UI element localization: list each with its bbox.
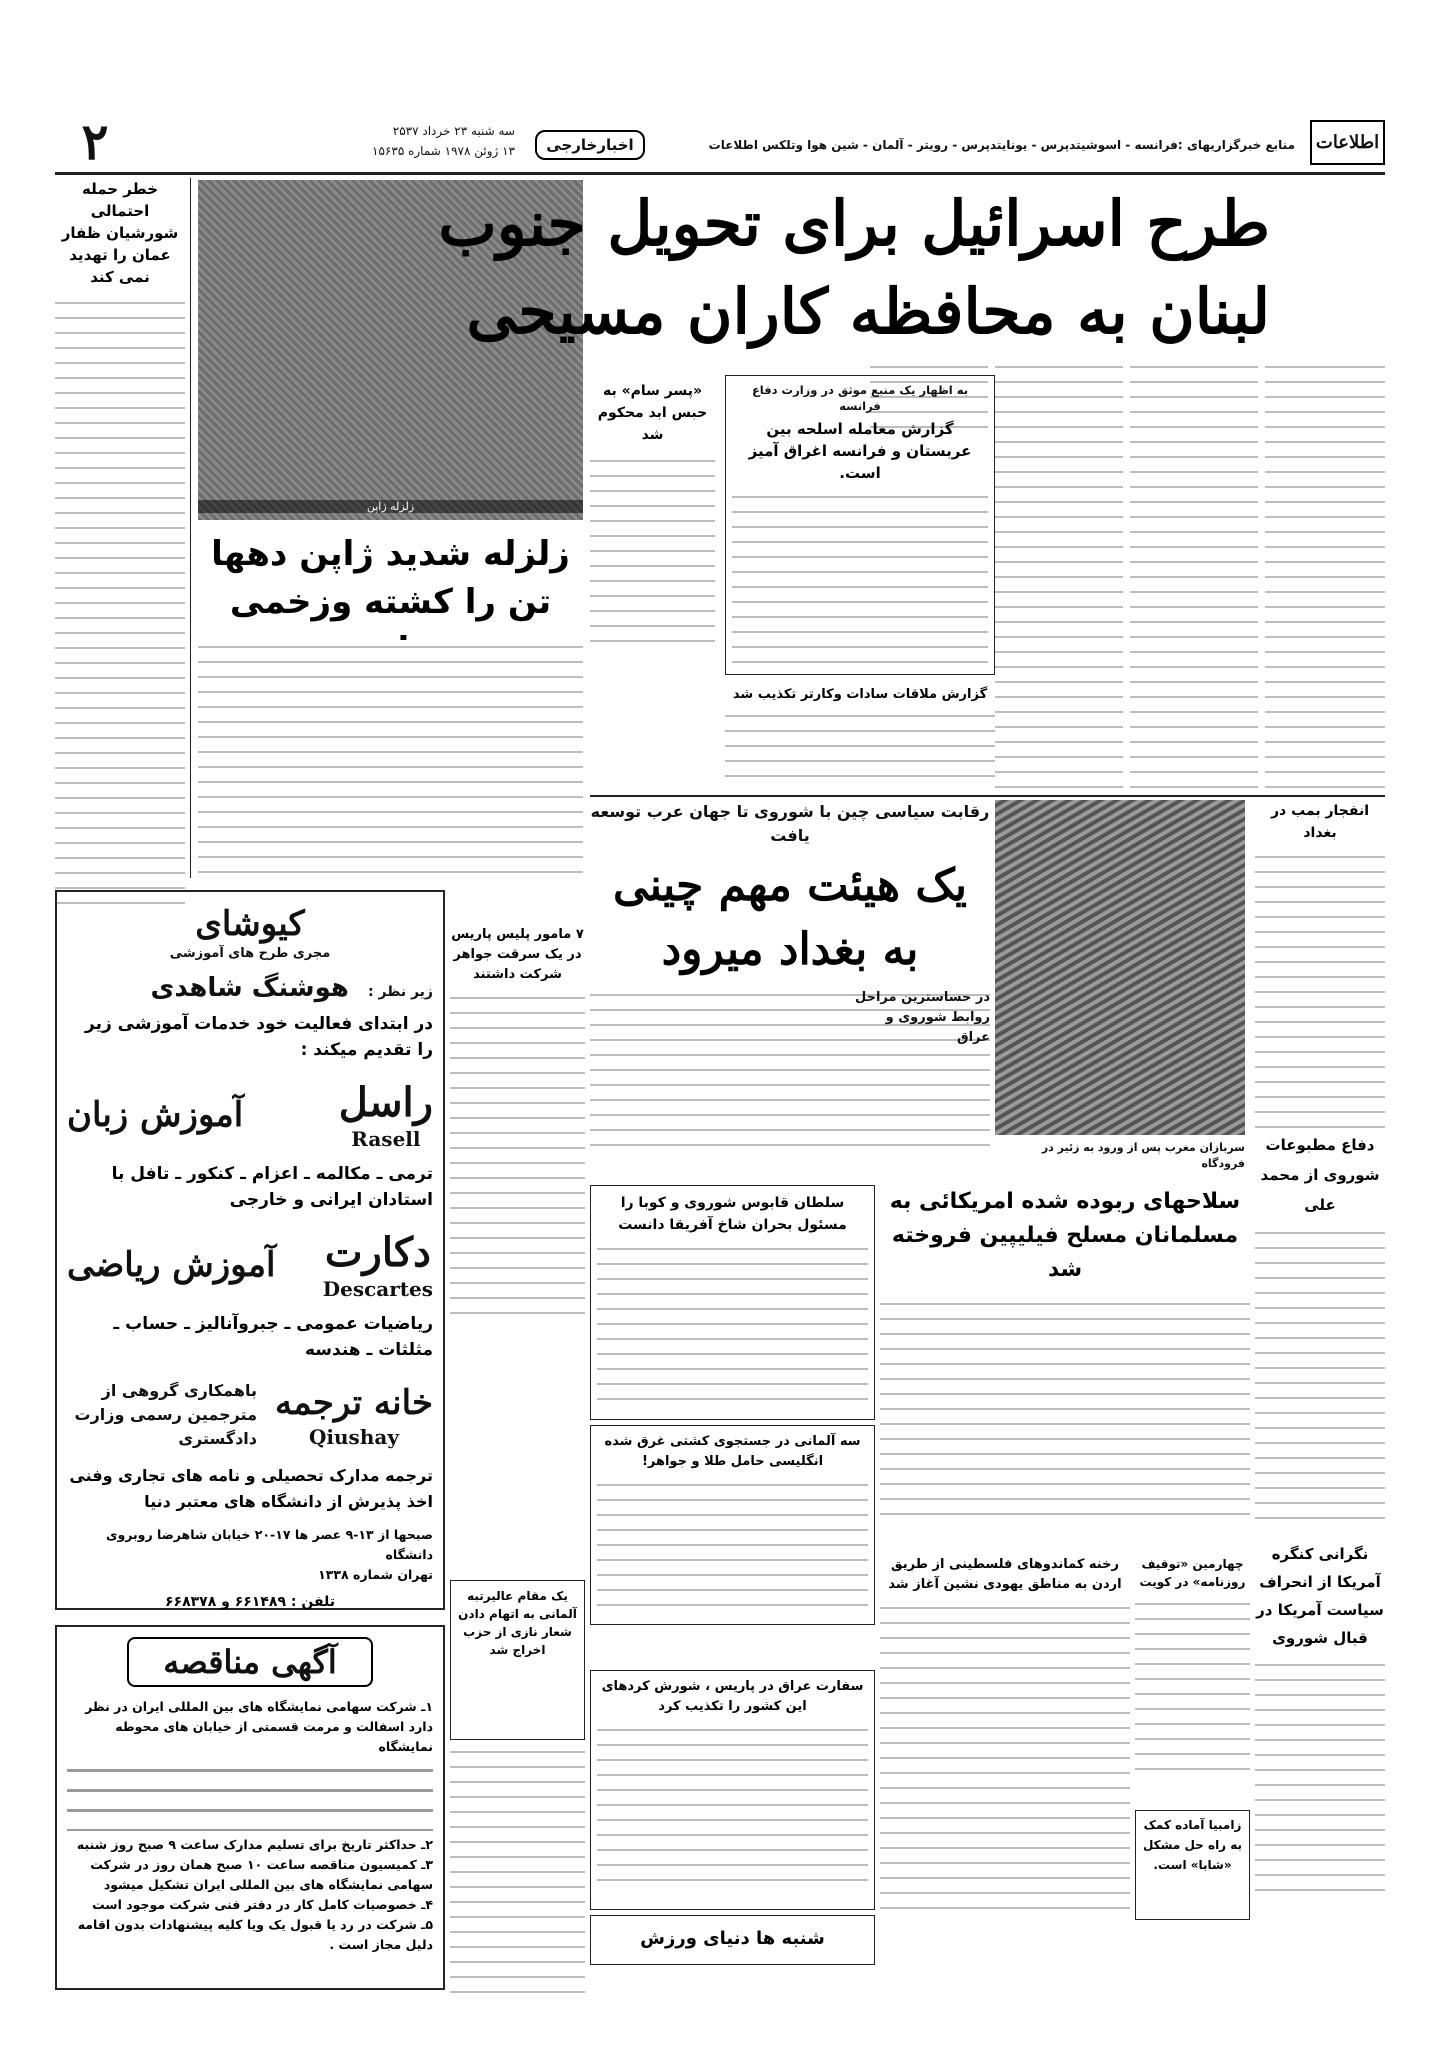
ad-tender-item3: ۳ـ کمیسیون مناقصه ساعت ۱۰ صبح همان روز در شرکت سهامی نمایشگاه های بین المللی ایران تشکیل میشود <box>90 1857 433 1892</box>
son-of-sam-title: «پسر سام» به حبس ابد محکوم شد <box>597 383 708 443</box>
section-divider <box>590 795 1385 797</box>
article-soviet-defense <box>1255 1130 1385 1530</box>
ad-kiusha-name: کیوشای <box>195 904 305 944</box>
sadat-carter-body <box>725 709 995 779</box>
sports-title: شنبه ها دنیای ورزش <box>640 1928 825 1949</box>
baghdad-bomb-body <box>1255 850 1385 1130</box>
ad-kiusha-phone: تلفن : ۶۶۱۴۸۹ و ۶۶۸۳۷۸ <box>164 1594 335 1610</box>
ad-descartes-fa: دکارت <box>324 1229 431 1276</box>
soviet-defense-body <box>1255 1226 1385 1526</box>
qaboos-title: سلطان قابوس شوروی و کوبا را مسئول بحران شاخ آفریقا دانست <box>618 1195 847 1233</box>
ad-tender-body <box>67 1761 433 1831</box>
troops-photo-caption: سربازان مغرب پس از ورود به زئیر در فرودگاه <box>1041 1141 1245 1170</box>
article-kuwait-paper <box>1135 1555 1250 1805</box>
police-theft-title: ۷ مامور پلیس پاریس در یک سرقت جواهر شرکت داشتند <box>451 927 584 982</box>
ad-kiusha-supervisor-label: زیر نظر : <box>368 984 433 1000</box>
kuwait-paper-body <box>1135 1597 1250 1777</box>
ad-tender-item4: ۴ـ خصوصیات کامل کار در دفتر فنی شرکت موجود است <box>92 1897 433 1912</box>
ad-tender-item5: ۵ـ شرکت در رد یا قبول یک ویا کلیه پیشنهادات بدون اقامه دلیل مجاز است . <box>77 1917 433 1952</box>
nazi-slogan-body <box>450 1745 585 1995</box>
main-headline-line1: طرح اسرائیل برای تحویل جنوب <box>438 187 1270 260</box>
quake-body <box>198 640 583 875</box>
treasure-ship-body <box>597 1478 868 1608</box>
ad-descartes-detail: ریاضیات عمومی ـ جبروآنالیز ـ حساب ـ مثلثات ـ هندسه <box>113 1314 433 1360</box>
ad-rasel-en: Rasell <box>351 1127 421 1151</box>
ad-kiusha <box>55 890 445 1610</box>
police-theft-body <box>450 991 585 1321</box>
weapons-philippines-body <box>880 1297 1250 1517</box>
article-china-iraq <box>590 800 990 1180</box>
zambia-title: زامبیا آماده کمک به راه حل مشکل «شابا» است. <box>1142 1818 1243 1872</box>
ad-qiushay-detail: باهمکاری گروهی از مترجمین رسمی وزارت دادگستری <box>74 1381 257 1448</box>
baghdad-bomb-title: انفجار بمب در بغداد <box>1271 803 1369 841</box>
ad-kiusha-supervisor: هوشنگ شاهدی <box>150 973 349 1003</box>
palestine-commando-title: رخنه کماندوهای فلسطینی از طریق اردن به مناطق یهودی نشین آغاز شد <box>888 1557 1122 1592</box>
iraq-embassy-body <box>597 1723 868 1893</box>
france-arms-kicker: به اظهار یک منبع موثق در وزارت دفاع فرانسه <box>751 383 969 413</box>
logo-text: اطلاعات <box>1315 132 1380 153</box>
ad-tender <box>55 1625 445 1990</box>
ad-tender-item2: ۲ـ حداکثر تاریخ برای تسلیم مدارک ساعت ۹ صبح روز شنبه <box>76 1837 433 1852</box>
ad-tender-item1: ۱ـ شرکت سهامی نمایشگاه های بین المللی ایران در نظر دارد اسفالت و مرمت قسمتی از خیابان های محوطه نمایشگاه <box>85 1699 433 1754</box>
palestine-commando-body <box>880 1601 1130 1921</box>
lebanon-body-col2 <box>1130 360 1258 800</box>
page-number: ۲ <box>81 112 109 171</box>
article-weapons-philippines <box>880 1185 1250 1505</box>
lebanon-body-right <box>1265 360 1385 800</box>
ad-translation-detail: ترجمه مدارک تحصیلی و نامه های تجاری وفنی اخذ پذیرش از دانشگاه های معتبر دنیا <box>69 1466 433 1511</box>
article-qaboos <box>590 1185 875 1420</box>
ad-tender-title: آگهی مناقصه <box>127 1637 373 1687</box>
weapons-philippines-title: سلاحهای ربوده شده امریکائی به مسلمانان مسلح فیلیپین فروخته شد <box>889 1189 1241 1282</box>
treasure-ship-title: سه آلمانی در جستجوی کشتی غرق شده انگلیسی حامل طلا و جواهر! <box>604 1434 861 1469</box>
ad-kiusha-intro: در ابتدای فعالیت خود خدمات آموزشی زیر را تقدیم میکند : <box>85 1014 433 1060</box>
article-nazi-slogan <box>450 1580 585 1740</box>
ad-rasel-detail: ترمی ـ مکالمه ـ اعزام ـ کنکور ـ تافل با استادان ایرانی و خارجی <box>111 1164 433 1210</box>
son-of-sam-body <box>590 454 715 654</box>
article-oman-body <box>55 296 185 916</box>
sports-banner <box>590 1915 875 1965</box>
article-palestine-commando <box>880 1555 1130 1975</box>
china-iraq-title: یک هیئت مهم چینی به بغداد میرود <box>612 860 968 975</box>
kuwait-paper-title: چهارمین «توقیف روزنامه» در کویت <box>1139 1557 1246 1589</box>
ad-kiusha-address: تهران شماره ۱۳۳۸ <box>318 1567 433 1582</box>
article-police-theft <box>450 925 585 1355</box>
news-sources: منابع خبرگزاریهای :فرانسه - اسوشیتدپرس - یونایتدپرس - رویتر - آلمان - شین هوا وتلکس اطلاعات <box>708 138 1295 152</box>
ad-qiushay-fa: خانه ترجمه <box>274 1383 433 1423</box>
masthead <box>55 112 1385 171</box>
section-label: اخبارخارجی <box>535 130 645 160</box>
ad-qiushay-en: Qiushay <box>309 1425 399 1449</box>
ad-descartes-en: Descartes <box>322 1277 433 1301</box>
ad-descartes-service: آموزش ریاضی <box>67 1245 276 1285</box>
article-france-arms <box>725 375 995 675</box>
china-iraq-sub: در حساسترین مراحل روابط شوروی و عراق <box>854 990 990 1045</box>
ad-kiusha-hours: صبحها از ۱۳-۹ عصر ها ۱۷-۲۰ خیابان شاهرضا روبروی دانشگاه <box>105 1527 433 1562</box>
qaboos-body <box>597 1242 868 1402</box>
iraq-embassy-title: سفارت عراق در پاریس ، شورش کردهای این کشور را تکذیب کرد <box>601 1679 864 1714</box>
congress-body <box>1255 1658 1385 1898</box>
soviet-defense-title: دفاع مطبوعات شوروی از محمد علی <box>1260 1136 1380 1214</box>
sadat-carter-title: گزارش ملاقات سادات وکارتر تکذیب شد <box>732 687 988 702</box>
ad-kiusha-subtitle: مجری طرح های آموزشی <box>169 946 331 961</box>
troops-photo <box>995 800 1245 1135</box>
column-divider <box>190 178 191 878</box>
france-arms-title: گزارش معامله اسلحه بین عربستان و فرانسه اغراق آمیز است. <box>748 420 972 482</box>
china-iraq-kicker: رقابت سیاسی چین با شوروی تا جهان عرب توسعه یافت <box>590 802 990 845</box>
article-sadat-carter <box>725 685 995 785</box>
ad-rasel-fa: راسل <box>338 1079 433 1126</box>
congress-title: نگرانی کنگره آمریکا از انحراف سیاست آمریکا در قبال شوروی <box>1256 1545 1384 1647</box>
article-baghdad-bomb <box>1255 800 1385 1130</box>
nazi-slogan-title: یک مقام عالیرتبه آلمانی به اتهام دادن شعار نازی از حزب اخراج شد <box>458 1589 577 1657</box>
article-treasure-ship <box>590 1425 875 1625</box>
main-headline-line2: لبنان به محافظه کاران مسیحی <box>466 275 1270 348</box>
article-congress <box>1255 1540 1385 1980</box>
article-iraq-embassy <box>590 1670 875 1910</box>
newspaper-logo <box>1310 120 1385 165</box>
quake-headline: زلزله شدید ژاپن دهها تن را کشته وزخمی <box>211 534 570 622</box>
article-oman-title: خطر حمله احتمالی شورشیان ظفار عمان را تهدید نمی کند <box>61 180 179 286</box>
masthead-rule <box>55 172 1385 175</box>
date-line-1: سه شنبه ۲۳ خرداد ۲۵۳۷ <box>392 124 515 138</box>
article-son-of-sam <box>590 380 715 680</box>
article-zambia <box>1135 1810 1250 1920</box>
ad-rasel-service: آموزش زبان <box>67 1095 244 1135</box>
quake-photo-caption: زلزله ژاپن <box>198 500 583 513</box>
article-oman <box>55 178 185 878</box>
france-arms-body <box>732 490 988 670</box>
main-headline <box>438 180 1270 360</box>
lebanon-body-col3 <box>995 360 1123 800</box>
date-line-2: ۱۳ ژوئن ۱۹۷۸ شماره ۱۵۶۳۵ <box>372 144 515 158</box>
